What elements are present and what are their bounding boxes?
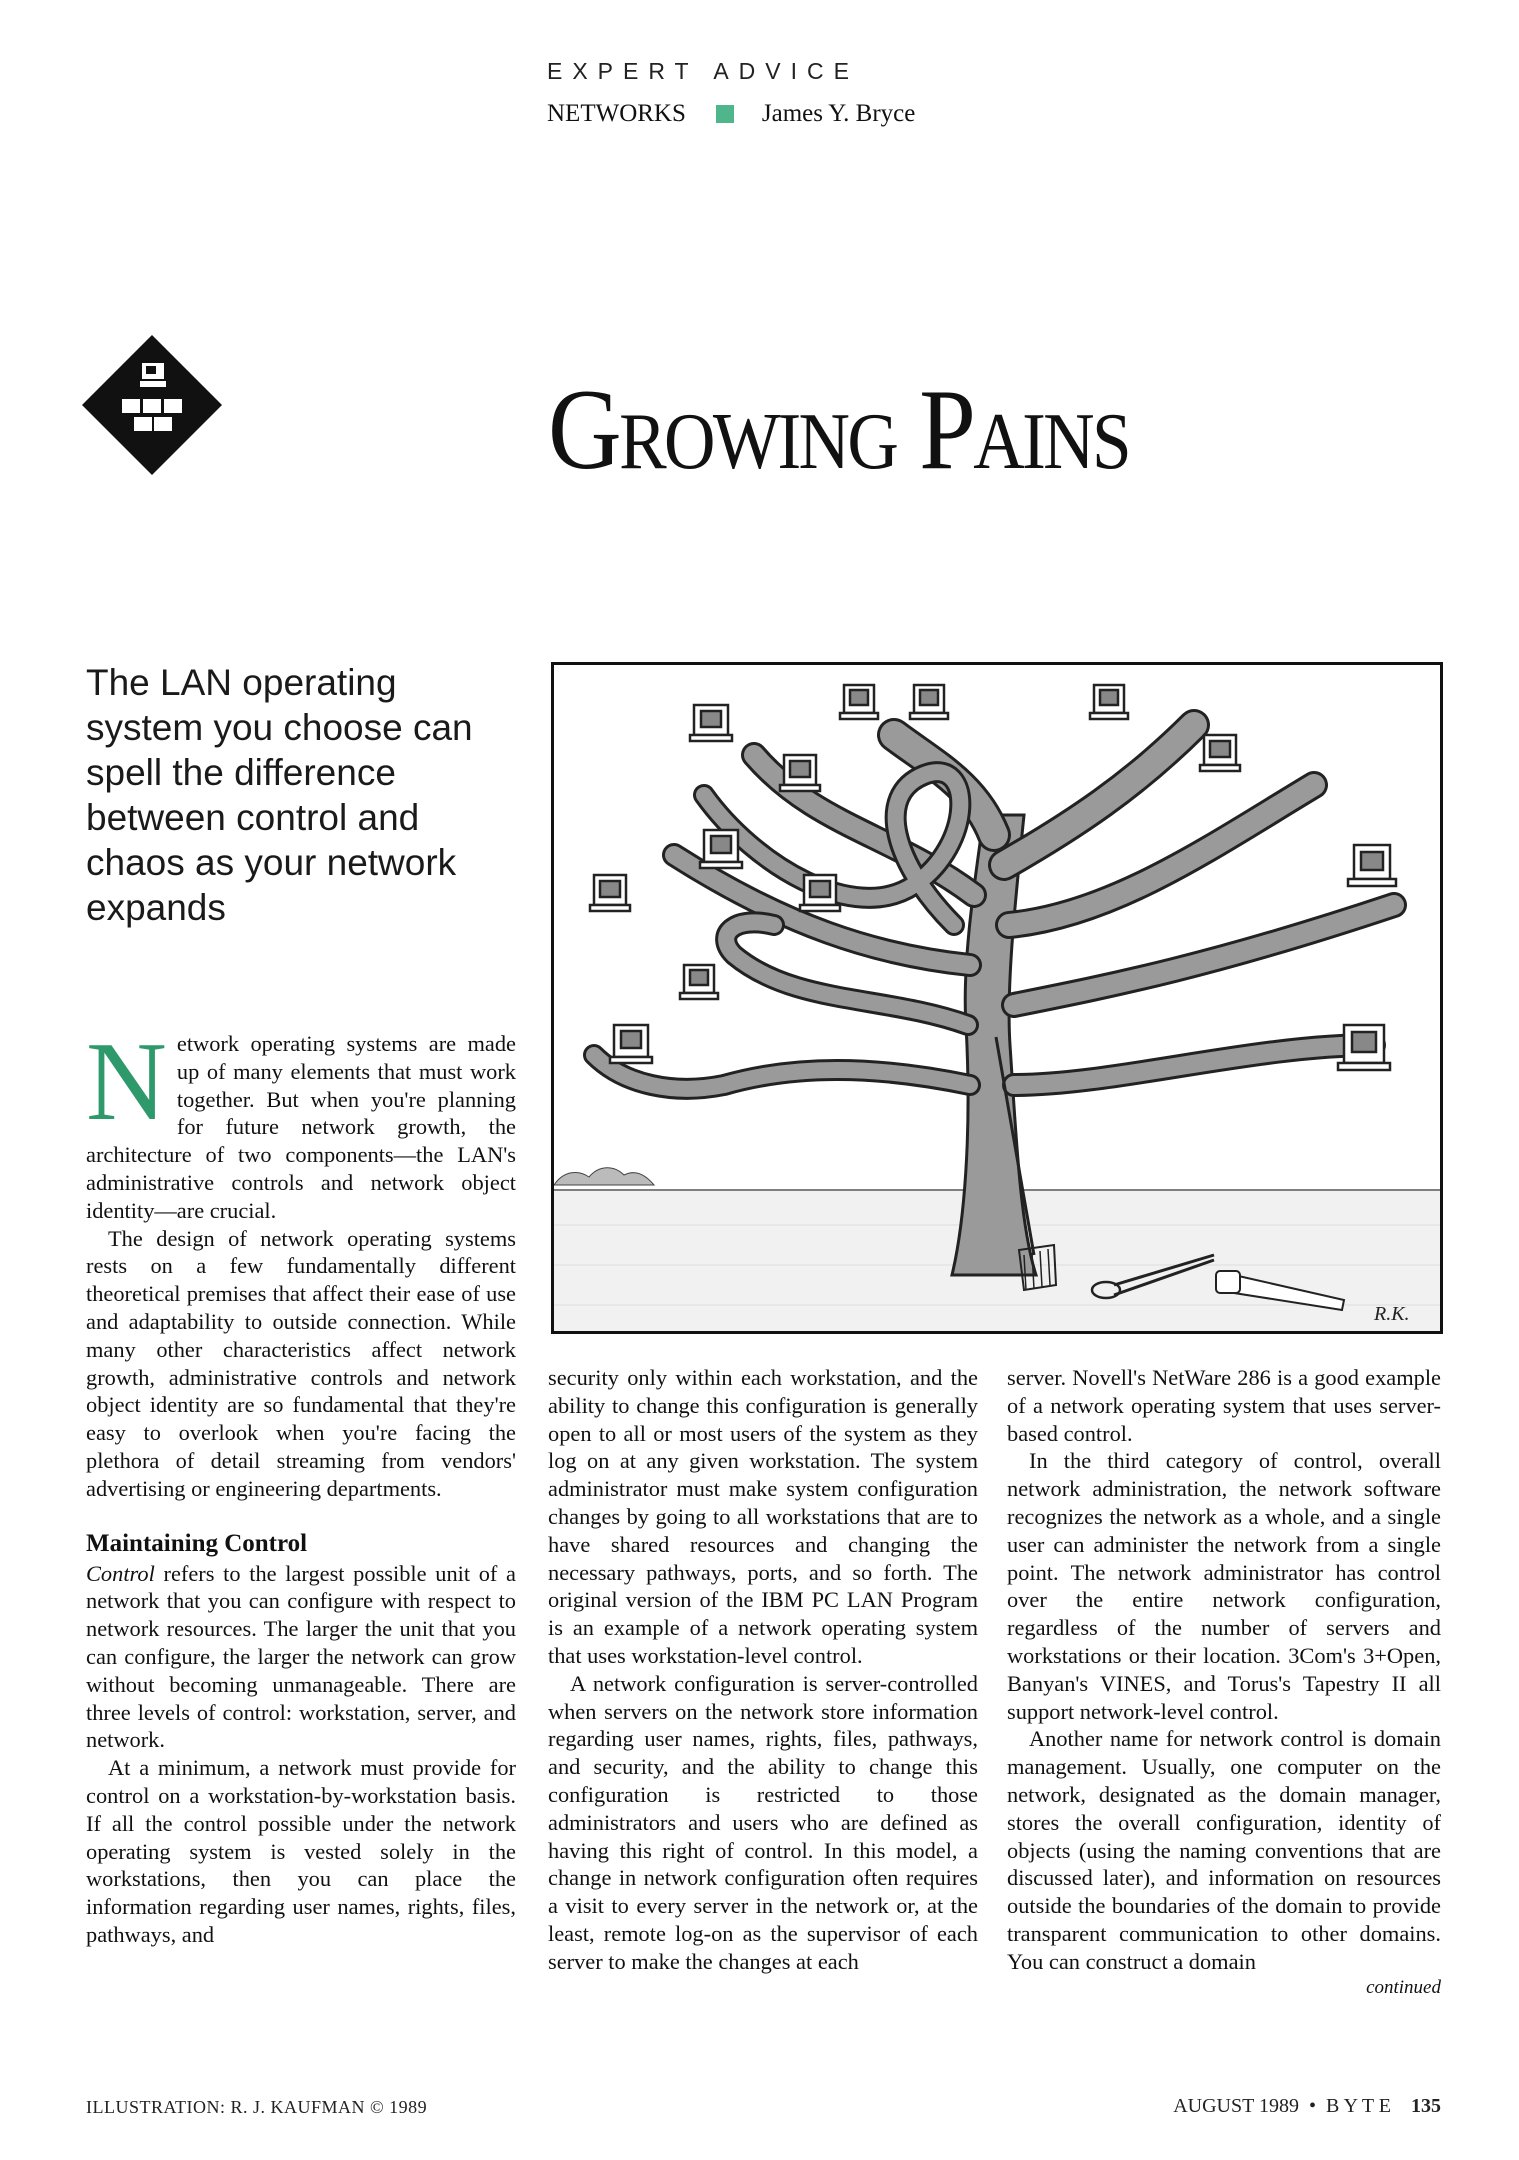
byline (547, 100, 915, 128)
department-label: NETWORKS (547, 100, 686, 127)
body-column-3 (1007, 1364, 1441, 2000)
green-square-icon (716, 105, 734, 123)
section-kicker: EXPERT ADVICE (547, 58, 859, 84)
artist-signature: R.K. (1374, 1303, 1410, 1325)
subhead-maintaining-control: Maintaining Control (86, 1529, 308, 1557)
author-name: James Y. Bryce (761, 100, 916, 127)
magazine-name: B Y T E (1325, 2095, 1391, 2117)
paragraph: In the third category of control, overall network administration, the network software recognizes the network as a whole, and a single user can administer the network from a single point. The network administrator has control over the entire network configuration, regardless of the number of servers and workstations or their location. 3Com's 3+Open, Banyan's VINES, and Torus's Tapestry II all support network-level control. (1007, 1448, 1441, 1724)
intro-paragraph: Network operating systems are made up of many elements that must work together. But when you're planning for future network growth, the architecture of two components—the LAN's administrative controls and network object identity—are crucial. (86, 1020, 516, 1223)
paragraph: At a minimum, a network must provide for control on a workstation-by-workstation basis. If all the control possible under the network operating system is vested solely in the workstations, then you can place the information regarding user names, rights, files, pathways, and (86, 1755, 516, 1947)
tree-illustration (551, 662, 1443, 1334)
page-footer (1173, 2095, 1441, 2118)
paragraph: The design of network operating systems rests on a few fundamentally different theoretical premises that affect their ease of use and adaptability to outside connection. While many other characteristics affect network growth, administrative controls and network object identity are so fundamental that they're easy to overlook when you're facing the plethora of detail streaming from vendors' advertising or engineering departments. (86, 1225, 516, 1501)
body-column-1 (86, 1020, 516, 1949)
issue-date: AUGUST 1989 (1173, 2095, 1299, 2117)
body-column-2 (548, 1364, 978, 1976)
paragraph: A network configuration is server-controlled when servers on the network store information regarding user names, rights, files, pathways, and security, and the ability to change this configuration is restricted to those administrators and users who are defined as having this right of control. In this model, a change in network configuration often requires a visit to every server in the network or, at the least, remote log-on as the supervisor of each server to make the changes at each (548, 1670, 978, 1974)
paragraph: Another name for network control is domain management. Usually, one computer on the network, designated as the domain manager, stores the overall configuration, identity of objects (using the naming conventions that are discussed later), and information on resources outside the boundaries of the domain to provide transparent communication to other domains. You can construct a domain (1007, 1726, 1441, 1974)
footer-separator: • (1308, 2095, 1316, 2117)
page-number: 135 (1411, 2095, 1441, 2117)
drop-cap: N (86, 1020, 167, 1144)
illustration-credit: ILLUSTRATION: R. J. KAUFMAN © 1989 (86, 2097, 428, 2117)
paragraph: security only within each workstation, and the ability to change this configuration is generally open to all or most users of the system as they log on at any given workstation. The system administrator must make system configuration changes by going to all workstations that are to have shared resources and changing the necessary pathways, ports, and so forth. The original version of the IBM PC LAN Program is an example of a network operating system that uses workstation-level control. (548, 1365, 978, 1668)
article-deck: The LAN operating system you choose can spell the difference between control and chaos as your network expands (86, 662, 473, 928)
network-diamond-icon (82, 335, 222, 475)
continued-marker: continued (1366, 1976, 1441, 1998)
paragraph: server. Novell's NetWare 286 is a good example of a network operating system that uses server-based control. (1007, 1365, 1441, 1446)
article-title: Growing Pains (548, 366, 1130, 494)
paragraph: Control refers to the largest possible unit of a network that you can configure with respect to network resources. The larger the unit that you can configure, the larger the network can grow without becoming unmanageable. There are three levels of control: workstation, server, and network. (86, 1560, 516, 1753)
